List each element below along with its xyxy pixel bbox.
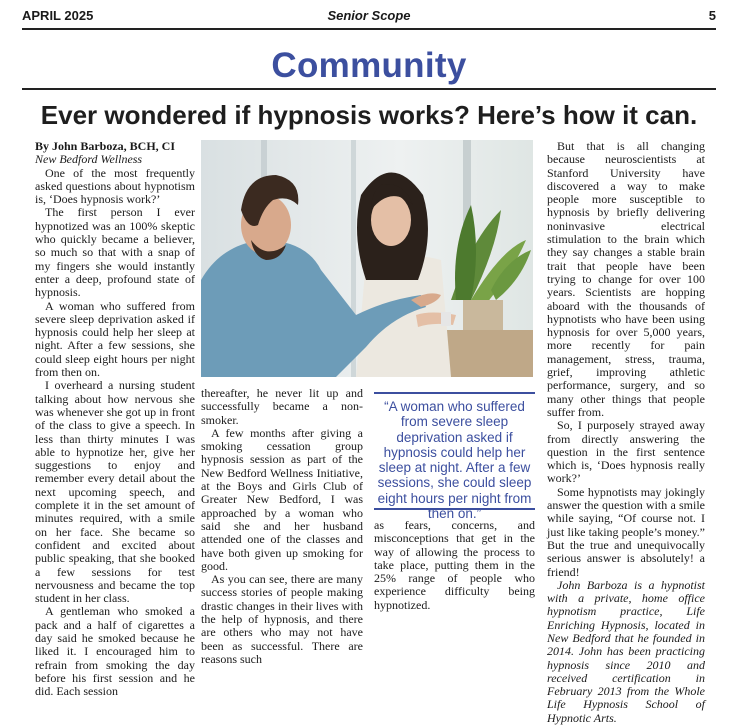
article-column-2 (201, 387, 363, 666)
paragraph: The first person I ever hypnotized was an 100% skeptic who quickly became a believer, so much so that with a snap of my fingers she would instantly enter a deep, profound state of hypnosis. (35, 205, 195, 300)
paragraph: thereafter, he never lit up and successfully became a non-smoker. (201, 386, 363, 427)
paragraph: One of the most frequently asked questions about hypnotism is, ‘Does hypnosis work?’ (35, 165, 195, 207)
paragraph: I overheard a nursing student talking about how nervous she was whenever she got up in front of the class to give a speech. In less than thirty minutes I was able to hypnotize her, give her suggestions to enjoy and remember every detail about the next upcoming speech, and complete it in the set amount of minutes required, with a smile on her face. She became so confident and excited about public speaking, that she booked a few sessions for test nervousness and became the top student in her class. (35, 378, 195, 606)
page-header (22, 8, 716, 28)
article-column-1 (35, 140, 195, 698)
paragraph: A gentleman who smoked a pack and a half of cigarettes a day said he smoked because he liked it. I encouraged him to refrain from smoking the day before his first session and he did. Each session (35, 604, 195, 699)
paragraph: A few months after giving a smoking cessation group hypnosis session as part of the New Bedford Wellness Initiative, at the Boys and Girls Club of Greater New Bedford, I was approached by a woman who said she and her husband attended one of the classes and have both given up smoking for good. (201, 425, 363, 573)
byline: By John Barboza, BCH, CI (35, 139, 176, 153)
section-rule (22, 88, 716, 90)
paragraph: But that is all changing because neuroscientists at Stanford University have discovered a way to make people more susceptible to hypnosis by briefly delivering noninvasive electrical stimulation to the brain which they say changes a stable brain trait that people have been trying to change for over 100 years. Scientists are hopping aboard with the thousands of hypnotists who have been using hypnosis for over 5,000 years, more recently for pain management, stress, trauma, grief, improving athletic performance, surgery, and so many other things that people suffer from. (547, 139, 705, 419)
publication-name: Senior Scope (327, 8, 411, 23)
header-rule (22, 28, 716, 30)
pull-quote: “A woman who suffered from severe sleep deprivation asked if hypnosis could help her sleep at night. After a few sessions, she could sleep eight hours per night from then on.” (374, 392, 535, 510)
page-number: 5 (708, 8, 716, 23)
byline-organization: New Bedford Wellness (35, 152, 143, 167)
author-bio: John Barboza is a hypnotist with a private, home office hypnotism practice, Life Enriching Hypnosis, located in New Bedford that he founded in 2014. John has been practicing hypnosis since 2010 and received certification in February 2013 from the Whole Life Hypnosis School of Hypnotic Arts. (547, 577, 705, 725)
section-title: Community (271, 46, 467, 85)
paragraph: So, I purposely strayed away from directly answering the question in the first sentence which is, ‘Does hypnosis really work?’ (547, 418, 705, 486)
article-column-4 (547, 140, 705, 725)
article-column-3 (374, 519, 535, 612)
hypnosis-session-illustration (201, 140, 533, 377)
paragraph: as fears, concerns, and misconceptions that get in the way of allowing the process to take place, putting them in the 25% range of people who experience difficulty being hypnotized. (374, 518, 535, 612)
article-photo (201, 140, 533, 377)
paragraph: As you can see, there are many success stories of people making drastic changes in their lives with the help of hypnosis, and there are others who may not have been as successful. There are reasons such (201, 572, 363, 666)
paragraph: Some hypnotists may jokingly answer the question with a smile while saying, “Of course not. I just like taking people’s money.” But the true and unequivocally serious answer is absolutely! a friend! (547, 484, 705, 579)
paragraph: A woman who suffered from severe sleep deprivation asked if hypnosis could help her sleep at night. After a few sessions, she could sleep eight hours per night from then on. (35, 298, 195, 380)
issue-date: APRIL 2025 (22, 8, 94, 23)
article-headline: Ever wondered if hypnosis works? Here’s how it can. (40, 100, 698, 130)
